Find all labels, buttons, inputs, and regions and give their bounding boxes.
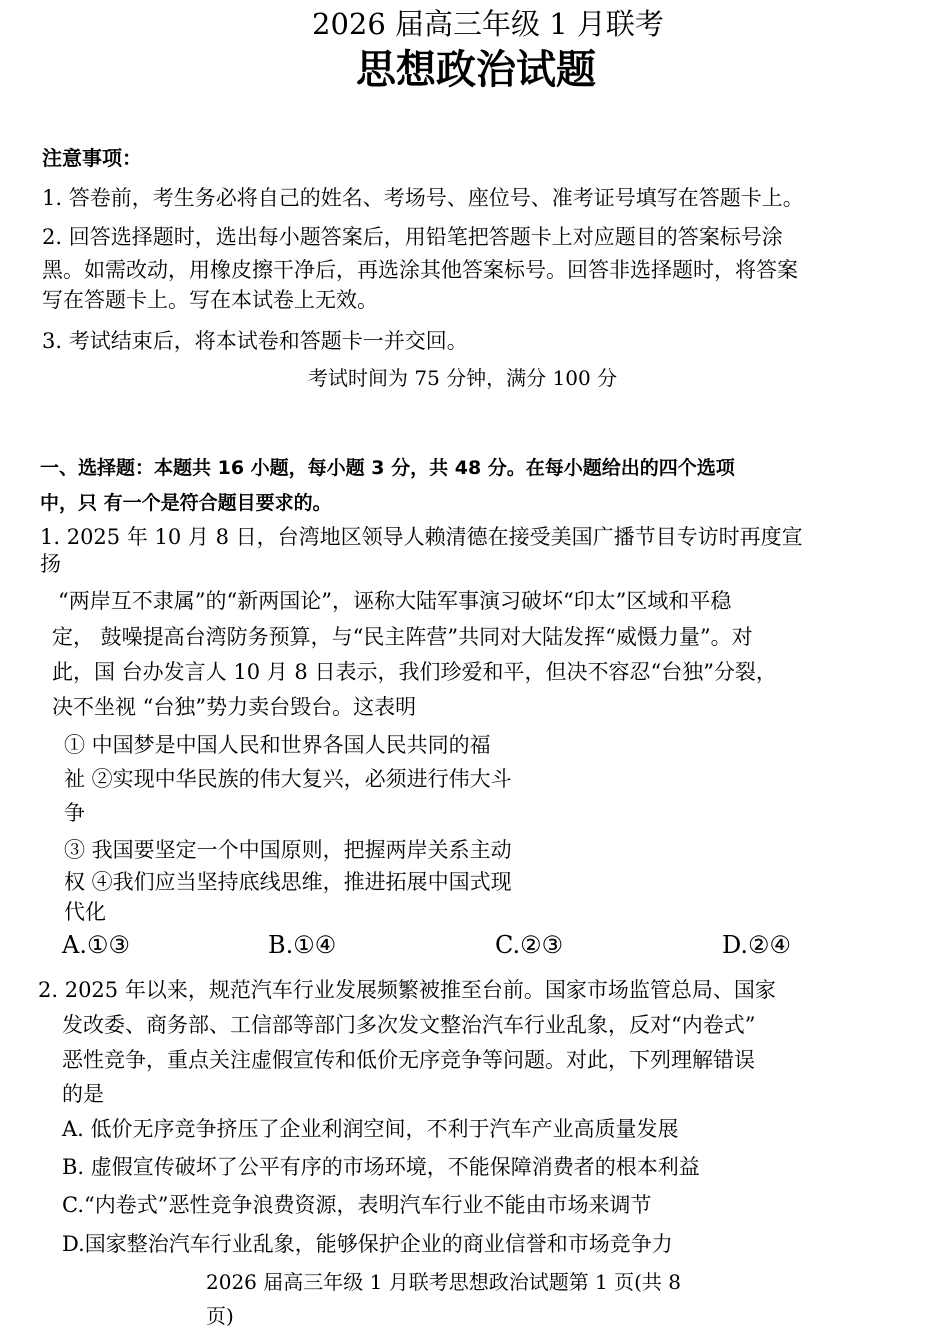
q1-stem-line-2: 扬 [40,552,61,576]
exam-subtitle: 2026 届高三年级 1 月联考 [312,7,664,41]
notice-line-1: 1. 答卷前，考生务必将自己的姓名、考场号、座位号、准考证号填写在答题卡上。 [42,186,804,210]
q1-choice-a[interactable]: A.①③ [62,931,130,959]
q2-choice-b[interactable]: B. 虚假宣传破坏了公平有序的市场环境，不能保障消费者的根本利益 [62,1155,700,1179]
q1-statement-line-3: 争 [64,801,85,825]
q2-choice-a[interactable]: A. 低价无序竞争挤压了企业利润空间，不利于汽车产业高质量发展 [62,1117,679,1141]
q1-stem-line-1: 1. 2025 年 10 月 8 日，台湾地区领导人赖清德在接受美国广播节目专访时再度宣 [40,525,803,549]
q2-stem-line-3: 恶性竞争，重点关注虚假宣传和低价无序竞争等问题。对此，下列理解错误 [62,1048,755,1072]
q1-stem-line-4: 定， 鼓噪提高台湾防务预算，与“民主阵营”共同对大陆发挥“威慑力量”。对 [52,625,753,649]
q2-stem-line-4: 的是 [62,1082,104,1106]
section-heading-line-2: 中，只 有一个是符合题目要求的。 [40,492,332,514]
q2-choice-c[interactable]: C.“内卷式”恶性竞争浪费资源，表明汽车行业不能由市场来调节 [62,1193,652,1217]
q1-statement-line-1: ① 中国梦是中国人民和世界各国人民共同的福 [64,733,491,757]
notice-line-2a: 2. 回答选择题时，选出每小题答案后，用铅笔把答题卡上对应题目的答案标号涂 [42,225,783,249]
notice-heading: 注意事项： [42,146,142,170]
exam-title: 思想政治试题 [356,47,596,93]
notice-line-3: 3. 考试结束后，将本试卷和答题卡一并交回。 [42,329,468,353]
q1-stem-line-3: “两岸互不隶属”的“新两国论”，诬称大陆军事演习破坏“印太”区域和平稳 [58,589,732,613]
q1-statement-line-6: 代化 [64,900,106,924]
page-footer-line-2: 页) [206,1304,234,1328]
q1-choice-b[interactable]: B.①④ [268,931,337,959]
q1-choice-d[interactable]: D.②④ [722,931,792,959]
q1-stem-line-6: 决不坐视 “台独”势力卖台毁台。这表明 [52,695,417,719]
notice-line-2b: 黑。如需改动，用橡皮擦干净后，再选涂其他答案标号。回答非选择题时，将答案 [42,258,798,282]
q1-choice-c[interactable]: C.②③ [495,931,564,959]
section-heading-line-1: 一、选择题：本题共 16 小题，每小题 3 分，共 48 分。在每小题给出的四个选项 [40,457,735,479]
notice-line-2c: 写在答题卡上。写在本试卷上无效。 [42,288,378,312]
page-footer-line-1: 2026 届高三年级 1 月联考思想政治试题第 1 页(共 8 [206,1270,682,1294]
q1-statement-line-2: 祉 ②实现中华民族的伟大复兴，必须进行伟大斗 [64,767,512,791]
q1-statement-line-5: 权 ④我们应当坚持底线思维，推进拓展中国式现 [64,870,512,894]
q2-choice-d[interactable]: D.国家整治汽车行业乱象，能够保护企业的商业信誉和市场竞争力 [62,1232,673,1256]
q1-statement-line-4: ③ 我国要坚定一个中国原则，把握两岸关系主动 [64,838,512,862]
q2-stem-line-2: 发改委、商务部、工信部等部门多次发文整治汽车行业乱象，反对“内卷式” [62,1013,756,1037]
q2-stem-line-1: 2. 2025 年以来，规范汽车行业发展频繁被推至台前。国家市场监管总局、国家 [38,978,776,1002]
exam-time-info: 考试时间为 75 分钟，满分 100 分 [308,366,618,390]
q1-stem-line-5: 此，国 台办发言人 10 月 8 日表示，我们珍爱和平，但决不容忍“台独”分裂， [52,660,777,684]
